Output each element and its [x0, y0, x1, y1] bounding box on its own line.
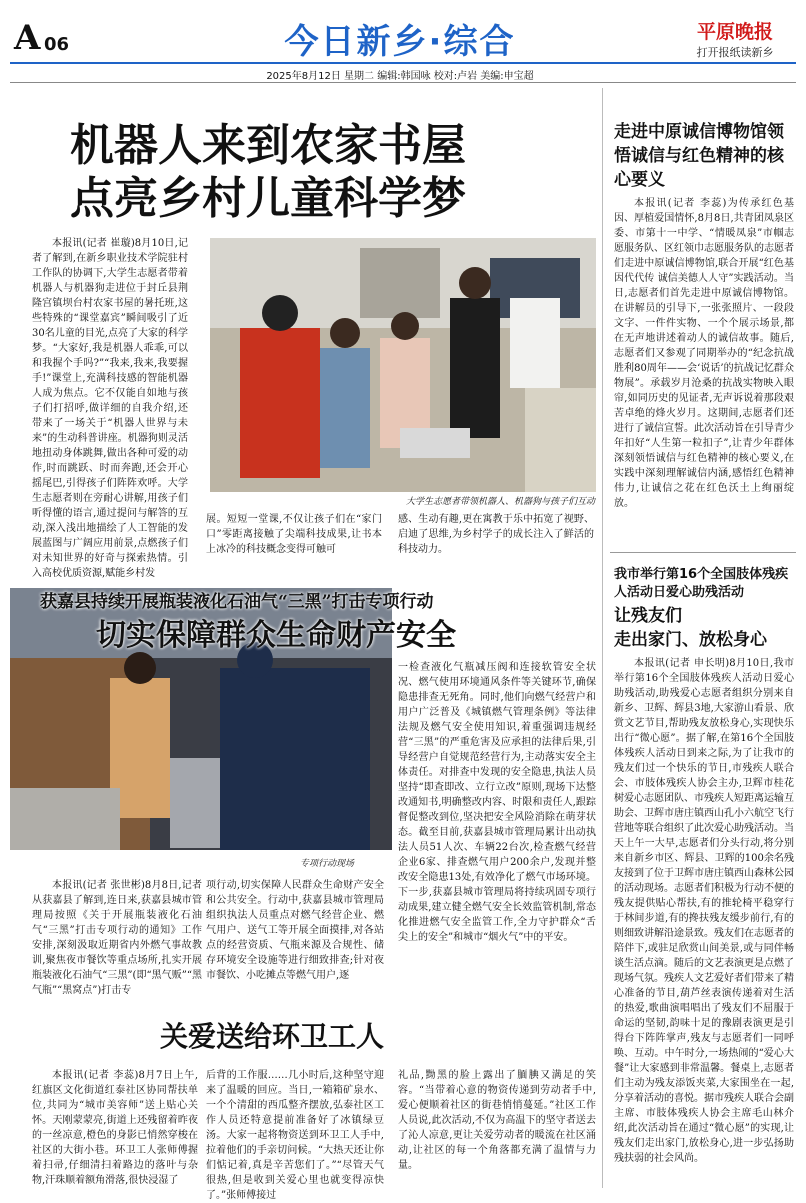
column-divider — [602, 88, 603, 1188]
story3-column-3 — [398, 1068, 596, 1194]
robot-photo-illustration — [210, 238, 596, 492]
logo-text: 平原晚报 — [696, 21, 773, 43]
story1-text-1: 本报讯(记者 崔璇)8月10日,记者了解到,在新乡职业技术学院驻村工作队的协调下,大学生志愿者带着机器人与机器狗走进位于封丘县荆隆宫镇坝台村农家书屋的暑托班,这些特殊的“课堂嘉宾”瞬间吸引了近30名儿童的目光,点亮了大家的科学梦。“大家好,我是机器人乖乖,可以和我握个手吗?”“我来,我来,我要握手!”课堂上,充满科技感的智能机器人成为焦点。它不仅能自如地与孩子们打招呼,做详细的自我介绍,还带来了一场关于“机器人世界与未来”的生动科普讲座。机器狗则灵活地扭动身体跳舞,做出各种可爱的动作,时而跳跃、时而奔跑,还会开心摇尾巴,引得孩子们阵阵欢呼。大学生志愿者则在旁耐心讲解,用孩子们听得懂的语言,通过提问与解答的互动,深入浅出地描绘了人工智能的发展蓝图与广阔应用前景,点燃孩子们对未知世界的好奇与探索热情。引入高校优质资源,赋能乡村发 — [32, 238, 188, 579]
story3-headline: 关爱送给环卫工人 — [160, 1020, 385, 1053]
story1-title-line1: 机器人来到农家书屋 — [70, 120, 466, 171]
side1-headline: 走进中原诚信博物馆领悟诚信与红色精神的核心要义 — [614, 122, 784, 190]
side2-title-line2: 走出家门、放松身心 — [614, 630, 767, 650]
story2-headline: 切实保障群众生命财产安全 — [96, 618, 456, 653]
story2-text-1: 本报讯(记者 张世彬)8月8日,记者从获嘉县了解到,连日来,获嘉县城市管理局按照《关于开展瓶装液化石油气“三黑”打击专项行动的通知》工作安排,深刻汲取近期省内外燃气事故教训,聚焦夜市餐饮等重点场所,扎实开展瓶装液化石油气“三黑”(即“黑气贩”“黑气瓶”“黑窝点”)打击专 — [32, 880, 202, 996]
story1-headline — [70, 120, 580, 226]
story3-text-1: 本报讯(记者 李蕊)8月7日上午,红旗区文化街道红泰社区协同帮扶单位,共同为“城市美容师”送上贴心关怀。天刚蒙蒙亮,街道上还残留着昨夜的一丝凉意,橙色的身影已悄然穿梭在社区的大街小巷。环卫工人张师傅握着扫帚,仔细清扫着路边的落叶与杂物,汗珠顺着额角滑落,很快浸湿了 — [32, 1070, 198, 1186]
story2-kicker: 获嘉县持续开展瓶装液化石油气“三黑”打击专项行动 — [40, 592, 434, 612]
dateline-rule — [10, 82, 796, 83]
story1-photo — [210, 238, 596, 492]
masthead-title: 今日新乡·综合 — [284, 22, 516, 62]
story1-column-3 — [398, 512, 594, 558]
story2-column-1 — [32, 878, 202, 996]
story1-caption: 大学生志愿者带领机器人、机器狗与孩子们互动 — [405, 497, 595, 507]
story1-column-1 — [32, 236, 188, 579]
side2-kicker: 我市举行第16个全国肢体残疾人活动日爱心助残活动 — [614, 567, 789, 600]
side1-text: 本报讯(记者 李蕊)为传承红色基因、厚植爱国情怀,8月8日,共青团凤泉区委、市第十一中学、“情暖凤泉”市帼志愿服务队、区红领巾志愿服务队的志愿者们走进中原诚信博物馆,联合开展“红色基因代代传 诚信美德人人守”实践活动。当日,志愿者们首先走进中原诚信博物馆。在讲解员的引导下,一张张照片、一段段文字、一件件实物、一个个展示场景,都在无声地讲述着动人的诚信故事。随后,志愿者们又参观了同期举办的“纪念抗战胜利80周年——会‘说话’的抗战记忆群众物展”。承载岁月沧桑的抗战实物映入眼帘,如同历史的见证者,无声诉说着那段艰苦卓绝的烽火岁月。这期间,志愿者们还进行了诚信宣誓。此次活动旨在引导青少年扣好“人生第一粒扣子”,让青少年群体深刻领悟诚信与红色精神的核心要义,在实践中深刻理解诚信内涵,感悟红色精神伟力,让诚信之花在红色沃土上绚丽绽放。 — [614, 198, 794, 509]
side1-body — [614, 196, 794, 540]
dateline: 2025年8月12日 星期二 编辑:韩国咏 校对:卢岩 美编:申宝超 — [266, 71, 534, 82]
story1-text-3: 感、生动有趣,更在寓教于乐中拓宽了视野、启迪了思维,为乡村学子的成长注入了鲜活的科技动力。 — [398, 514, 594, 555]
story3-text-2: 后背的工作服……几小时后,这种坚守迎来了温暖的回应。当日,一箱箱矿泉水、一个个清甜的西瓜整齐摆放,弘泰社区工作人员还特意提前准备好了冰镇绿豆汤。大家一起将物资送到环卫工人手中,拉着他们的手亲切问候。“大热天还让你们惦记着,真是辛苦您们了。”“尽管天气很热,但是收到关爱心里也就变得凉快了。”张师傅接过 — [206, 1070, 384, 1201]
page-number: 06 — [44, 34, 70, 55]
side2-title-line1: 让残友们 — [614, 606, 682, 626]
side2-headline — [614, 604, 794, 652]
side2-text: 本报讯(记者 申长明)8月10日,我市举行第16个全国肢体残疾人活动日爱心助残活动,助残爱心志愿者组织分别来自新乡、卫辉、辉县3地,大家游山看景、欣赏文艺节目,帮助残友放松身心,实现快乐出行“微心愿”。据了解,在第16个全国肢体残疾人活动日到来之际,为了让我市的残友们过一个快乐的节日,市残疾人联合会、市肢体残疾人协会主办,卫辉市桂花树爱心志愿团队、市残疾人短距离运输互助会、卫辉市唐庄镇西山孔小六航空飞行营地等联合组织了此次爱心助残活动。当天上午一大早,志愿者们分头行动,将分别来自新乡市区、辉县、卫辉的100余名残友接到了位于卫辉市唐庄镇西山森林公园的活动现场。志愿者们积极为行动不便的残友提供贴心帮扶,有的推轮椅平稳穿行于林间步道,有的搀扶残友缓步前行,有的则细致讲解沿途景致。残友们在志愿者的陪伴下,或驻足欣赏山间美景,或与同伴畅谈生活点滴。随后的文艺表演更是点燃了现场气氛。残疾人文艺爱好者们带来了精心准备的节目,葫芦丝表演传递着对生活的热爱,歌曲演唱唱出了残友们不屈服于命运的坚韧,韵味十足的豫剧表演更是引得台下阵阵掌声,残友与志愿者们一同呼唤、互动。中午时分,一场热闹的“爱心大餐”让大家感到非常温馨。餐桌上,志愿者们主动为残友添饭夹菜,大家围坐在一起,分享着活动的喜悦。据市残疾人联合会副主席、市肢体残疾人协会主席毛山林介绍,此次活动旨在通过“微心愿”的实现,让残友们走出家门,放松身心,进一步弘扬助残扶弱的社会风尚。 — [614, 658, 794, 1164]
story1-column-2 — [206, 512, 382, 558]
story3-column-2 — [206, 1068, 384, 1201]
story1-text-2: 展。短短一堂课,不仅让孩子们在“家门口”零距离接触了尖端科技成果,让书本上冰冷的科技概念变得可触可 — [206, 514, 382, 555]
story3-text-3: 礼品,黝黑的脸上露出了腼腆又满足的笑容。“当带着心意的物资传递到劳动者手中,爱心便顺着社区的街巷悄悄蔓延。”社区工作人员说,此次活动,不仅为高温下的坚守者送去了沁人凉意,更让关爱劳动者的暖流在社区涌动,让社区的每一个角落都充满了温情与力量。 — [398, 1070, 596, 1171]
logo-slogan: 打开报纸读新乡 — [696, 46, 774, 59]
story2-column-2 — [206, 878, 384, 988]
story2-text-2: 项行动,切实保障人民群众生命财产安全和公共安全。行动中,获嘉县城市管理局组织执法人员重点对燃气经营企业、燃气用户、送气工等开展全面摸排,对各站点的经营资质、气瓶来源及合规性、储存环境安全设施等进行细致排查;针对夜市餐饮、小吃摊点等燃气用户,逐 — [206, 880, 384, 981]
side2-body — [614, 656, 794, 1194]
story3-column-1 — [32, 1068, 198, 1194]
side-separator — [610, 552, 796, 553]
newspaper-logo — [680, 22, 790, 60]
page-letter: A — [14, 18, 41, 58]
story1-title-line2: 点亮乡村儿童科学梦 — [70, 172, 466, 224]
header-rule — [10, 62, 796, 64]
story2-column-3 — [398, 660, 596, 970]
story2-caption: 专项行动现场 — [300, 859, 355, 869]
story2-text-3: 一检查液化气瓶减压阀和连接软管安全状况、燃气使用环境通风条件等关键环节,确保隐患排查无死角。同时,他们向燃气经营户和用户广泛普及《城镇燃气管理条例》等法律法规及燃气安全使用知识,着重强调违规经营“三黑”的严重危害及应承担的法律后果,引导经营户自觉规范经营行为,主动落实安全主体责任。对排查中发现的安全隐患,执法人员坚持“即查即改、立行立改”原则,现场下达整改通知书,明确整改内容、时限和责任人,跟踪督促整改到位,坚决把安全风险消除在萌芽状态。截至目前,获嘉县城市管理局累计出动执法人员51人次、车辆22台次,检查燃气经营企业6家、排查燃气用户200余户,发现并整改安全隐患13处,有效净化了燃气市场环境。下一步,获嘉县城市管理局将持续巩固专项行动成果,建立健全燃气安全长效监管机制,常态化推进燃气安全监管工作,全力守护群众“舌尖上的安全”和城市“烟火气”中的平安。 — [398, 662, 596, 943]
